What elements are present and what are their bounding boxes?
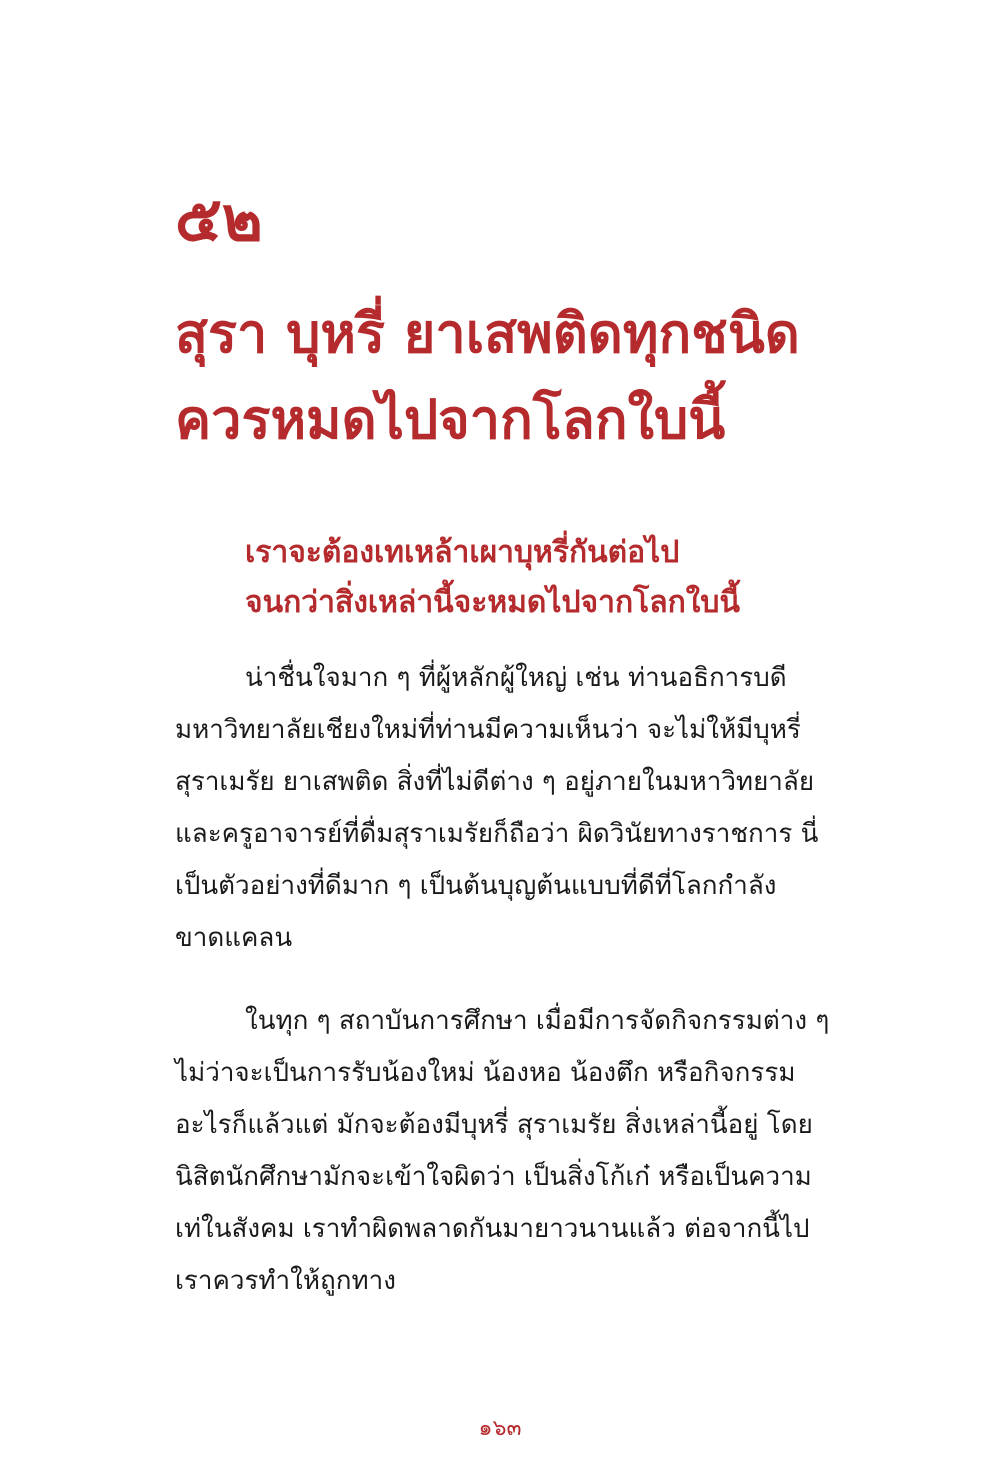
paragraph-line: เป็นตัวอย่างที่ดีมาก ๆ เป็นต้นบุญต้นแบบที่ดีที่โลกกำลัง [175,871,777,901]
page-number: ๑๖๓ [478,1416,522,1441]
paragraph-line: และครูอาจารย์ที่ดื่มสุราเมรัยก็ถือว่า ผิดวินัยทางราชการ นี่ [175,819,819,849]
body-paragraph [175,995,865,1307]
body-paragraph [175,652,865,964]
chapter-title-line: ควรหมดไปจากโลกใบนี้ [175,387,726,451]
paragraph-line: อะไรก็แล้วแต่ มักจะต้องมีบุหรี่ สุราเมรัย สิ่งเหล่านี้อยู่ โดย [175,1110,813,1140]
chapter-number: ๕๒ [175,182,263,255]
paragraph-line: นิสิตนักศึกษามักจะเข้าใจผิดว่า เป็นสิ่งโก้เก๋ หรือเป็นความ [175,1162,812,1192]
chapter-title [175,290,935,462]
paragraph-line: เท่ในสังคม เราทำผิดพลาดกันมายาวนานแล้ว ต่อจากนี้ไป [175,1214,810,1244]
paragraph-line: ไม่ว่าจะเป็นการรับน้องใหม่ น้องหอ น้องตึก หรือกิจกรรม [175,1058,796,1088]
paragraph-line: เราควรทำให้ถูกทาง [175,1266,396,1296]
subtitle-line: จนกว่าสิ่งเหล่านี้จะหมดไปจากโลกใบนี้ [245,585,740,620]
chapter-subtitle [245,528,885,628]
subtitle-line: เราจะต้องเทเหล้าเผาบุหรี่กันต่อไป [245,535,680,570]
paragraph-line: น่าชื่นใจมาก ๆ ที่ผู้หลักผู้ใหญ่ เช่น ท่านอธิการบดี [245,663,787,693]
paragraph-line: ในทุก ๆ สถาบันการศึกษา เมื่อมีการจัดกิจกรรมต่าง ๆ [245,1006,830,1036]
paragraph-line: ขาดแคลน [175,923,293,953]
chapter-title-line: สุรา บุหรี่ ยาเสพติดทุกชนิด [175,301,800,365]
paragraph-line: สุราเมรัย ยาเสพติด สิ่งที่ไม่ดีต่าง ๆ อยู่ภายในมหาวิทยาลัย [175,767,815,797]
paragraph-line: มหาวิทยาลัยเชียงใหม่ที่ท่านมีความเห็นว่า จะไม่ให้มีบุหรี่ [175,715,801,745]
